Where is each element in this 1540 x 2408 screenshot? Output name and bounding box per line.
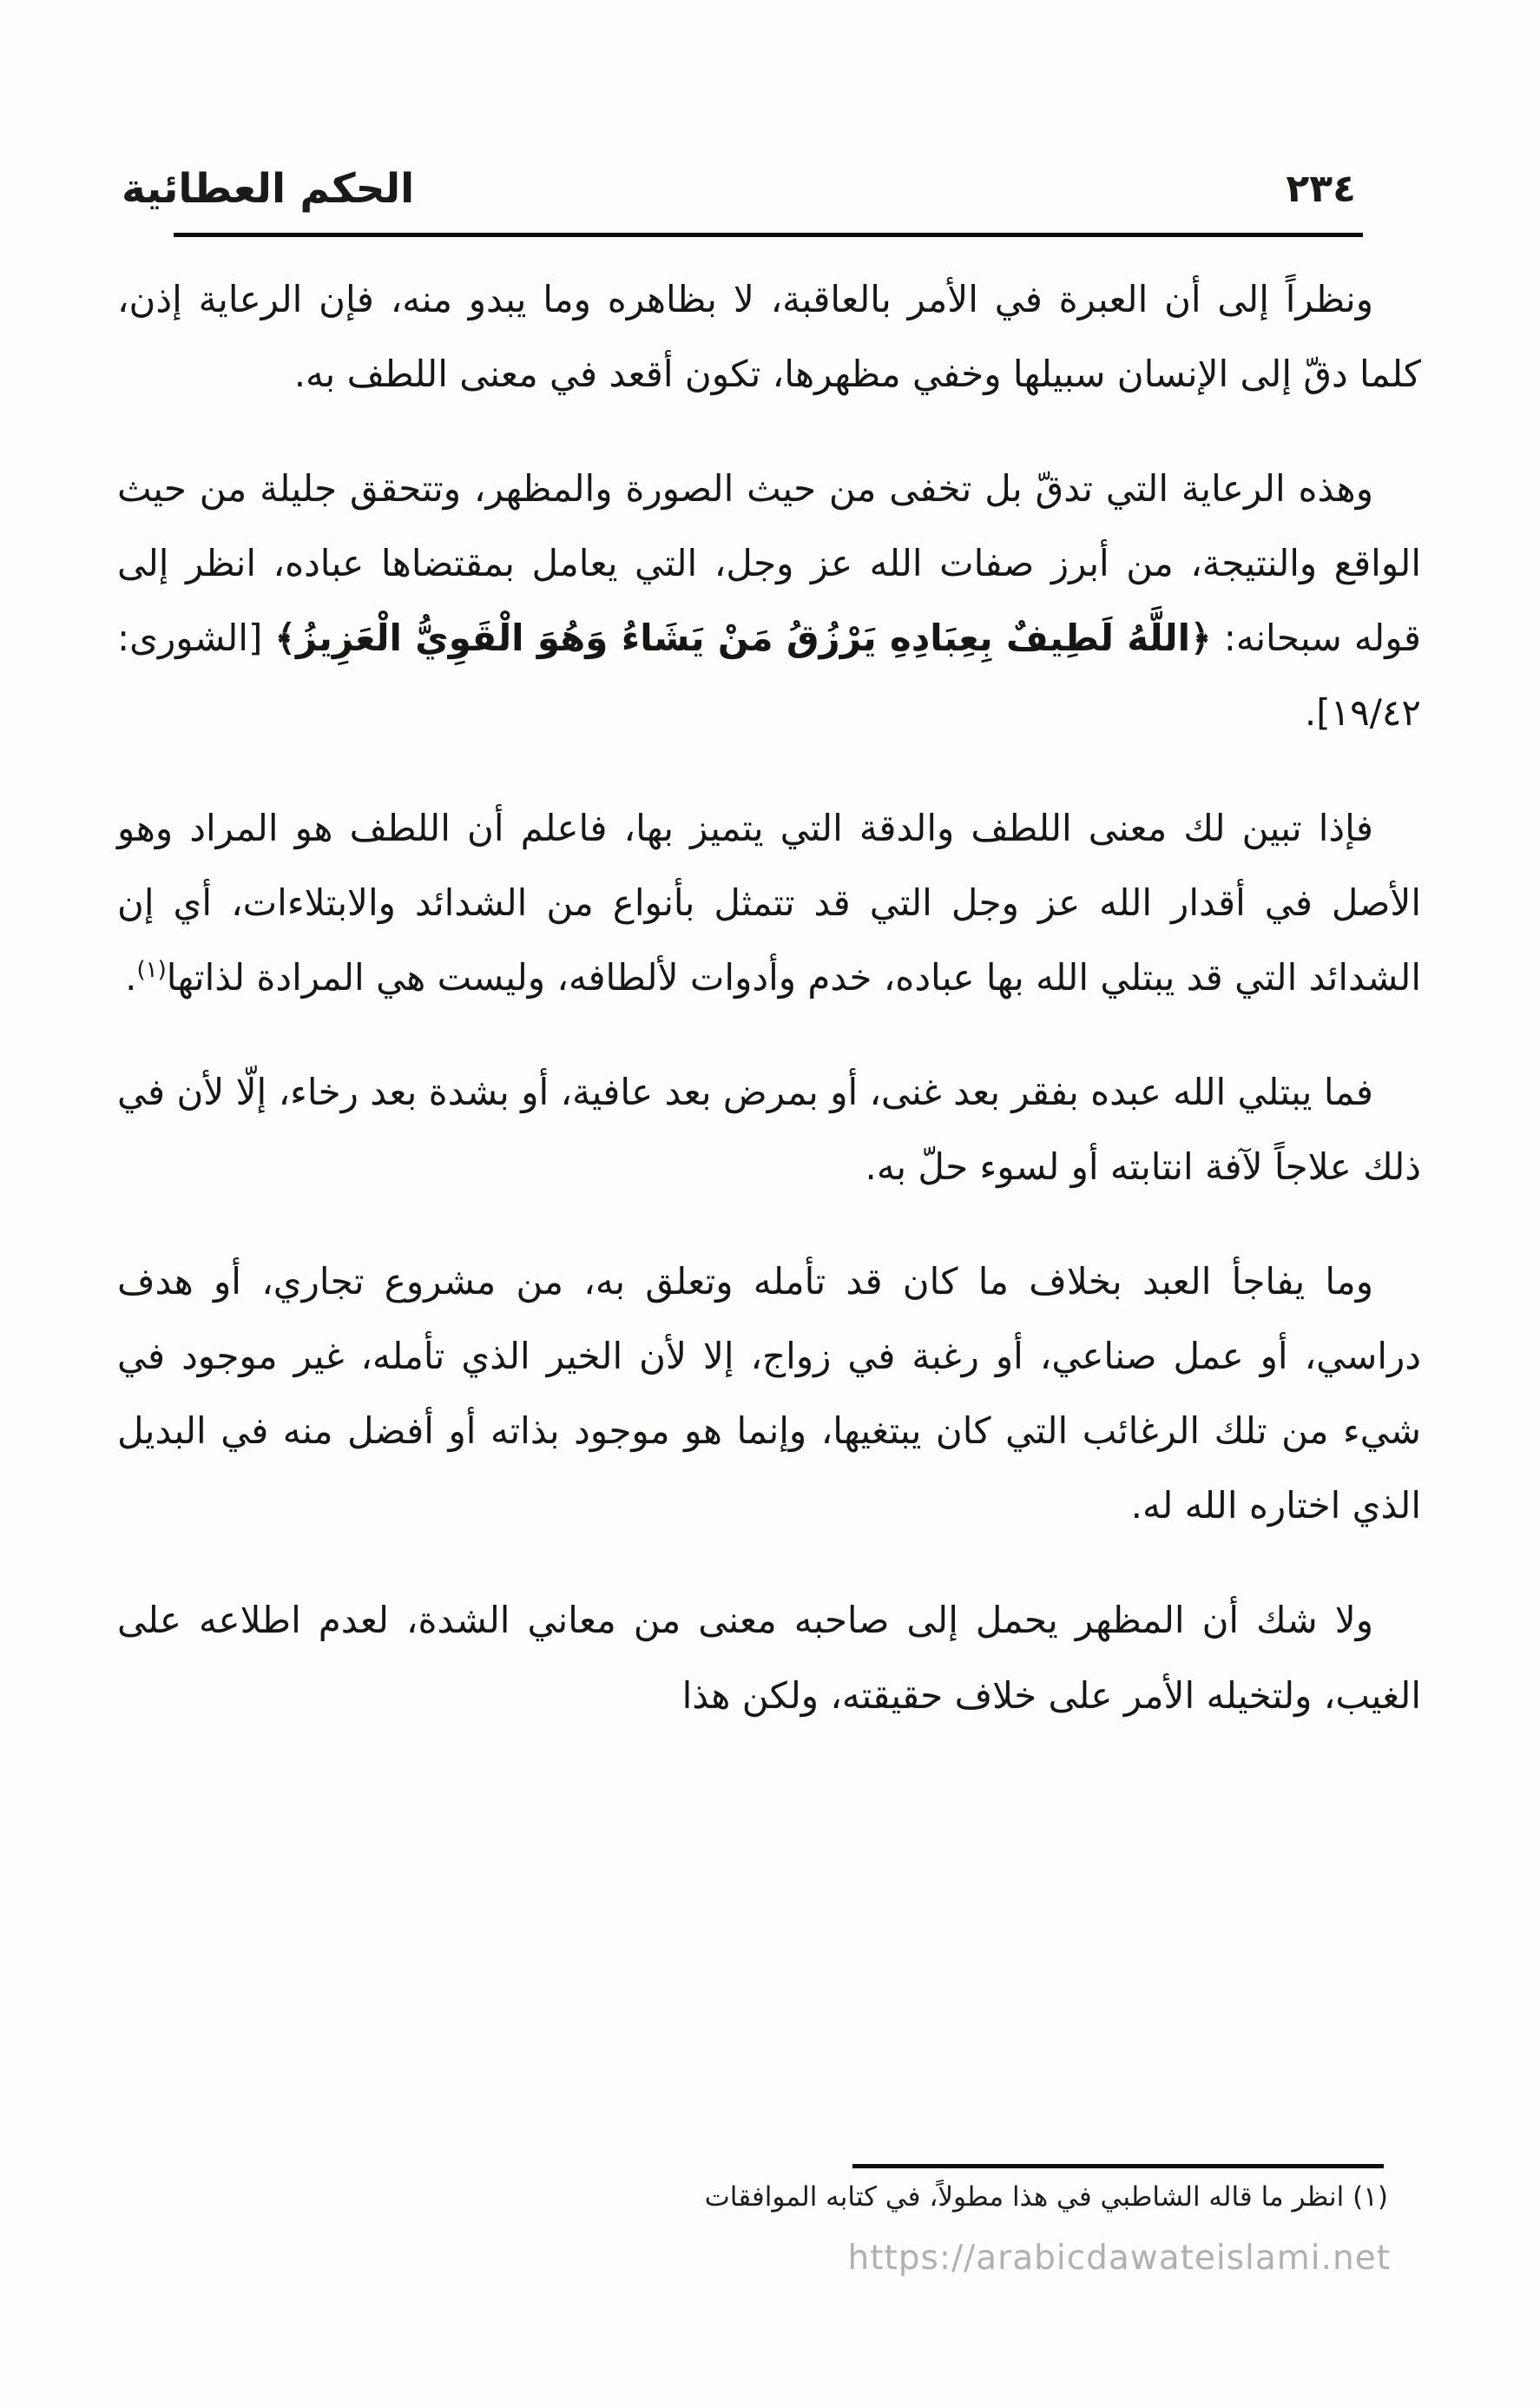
paragraph-2 bbox=[117, 452, 1421, 750]
watermark-url: https://arabicdawateislami.net bbox=[847, 2239, 1391, 2278]
footnote-reference-marker: (١) bbox=[136, 956, 167, 983]
quran-verse: ﴿اللَّهُ لَطِيفٌ بِعِبَادِهِ يَرْزُقُ مَنْ يَشَاءُ وَهُوَ الْقَوِيُّ الْعَزِيزُ﴾ bbox=[274, 617, 1212, 660]
paragraph-3-end: . bbox=[125, 955, 137, 999]
header-rule bbox=[174, 233, 1363, 237]
footnote-divider bbox=[852, 2164, 1384, 2168]
paragraph-5: وما يفاجأ العبد بخلاف ما كان قد تأمله وتعلق به، من مشروع تجاري، أو هدف دراسي، أو عمل صناعي، أو رغبة في زواج، إلا لأن الخير الذي تأمله، غير موجود في شيء من تلك الرغائب التي كان يبتغيها، وإنما هو موجود بذاته أو أفضل منه في البديل الذي اختاره الله له. bbox=[117, 1260, 1421, 1527]
paragraph-3-body: فإذا تبين لك معنى اللطف والدقة التي يتميز بها، فاعلم أن اللطف هو المراد وهو الأصل في أقدار الله عز وجل التي قد تتمثل بأنواع من الشدائد والابتلاءات، أي إن الشدائد التي قد يبتلي الله بها عباده، خدم وأدوات لألطافه، وليست هي المرادة لذاتها bbox=[117, 806, 1421, 999]
page-number: ٢٣٤ bbox=[1286, 167, 1356, 211]
paragraph-4: فما يبتلي الله عبده بفقر بعد غنى، أو بمرض بعد عافية، أو بشدة بعد رخاء، إلّا لأن في ذلك علاجاً لآفة انتابته أو لسوء حلّ به. bbox=[117, 1070, 1421, 1188]
paragraph-3 bbox=[117, 791, 1421, 1015]
page-body-text bbox=[117, 262, 1421, 1773]
paragraph-2-intro: وهذه الرعاية التي تدقّ بل تخفى من حيث الصورة والمظهر، وتتحقق جليلة من حيث الواقع والنتيجة، من أبرز صفات الله عز وجل، التي يعامل بمقتضاها عباده، انظر إلى قوله سبحانه: bbox=[117, 467, 1421, 660]
paragraph-1: ونظراً إلى أن العبرة في الأمر بالعاقبة، لا بظاهره وما يبدو منه، فإن الرعاية إذن، كلما دقّ إلى الإنسان سبيلها وخفي مظهرها، تكون أقعد في معنى اللطف به. bbox=[117, 278, 1421, 396]
footnote-text: (١) انظر ما قاله الشاطبي في هذا مطولاً، في كتابه الموافقات bbox=[704, 2181, 1388, 2213]
running-header-title: الحكم العطائية bbox=[122, 165, 415, 213]
paragraph-6: ولا شك أن المظهر يحمل إلى صاحبه معنى من معاني الشدة، لعدم اطلاعه على الغيب، ولتخيله الأمر على خلاف حقيقته، ولكن هذا bbox=[117, 1599, 1421, 1717]
verse-reference: [الشورى: ١٩/٤٢]. bbox=[117, 617, 1421, 735]
